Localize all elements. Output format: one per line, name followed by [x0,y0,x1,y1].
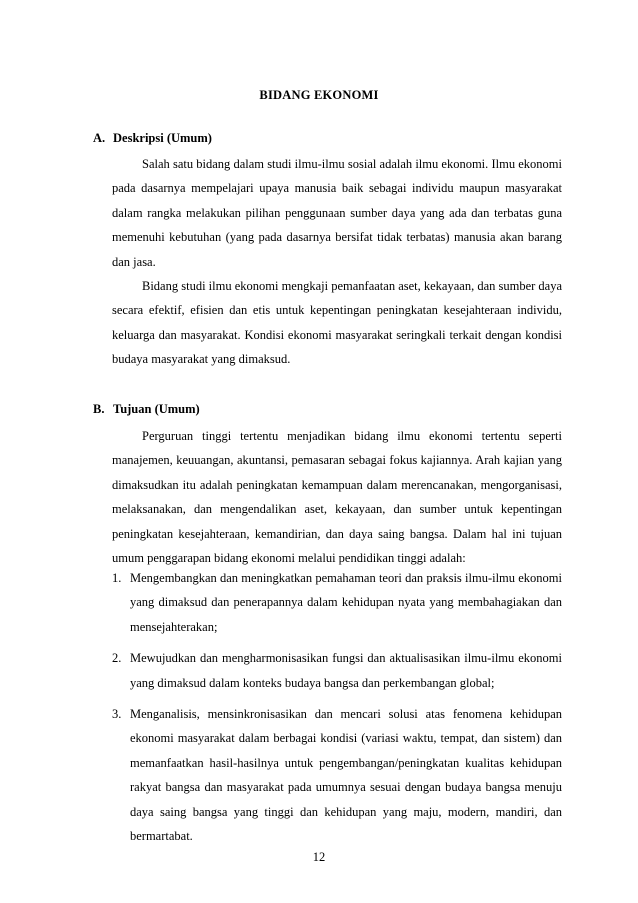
section-a-paragraph-2: Bidang studi ilmu ekonomi mengkaji pemanfaatan aset, kekayaan, dan sumber daya secara efektif, efisien dan etis untuk kepentingan peningkatan kesejahteraan individu, keluarga dan masyarakat. Kondisi ekonomi masyarakat seringkali terkait dengan kondisi budaya masyarakat yang dimaksud. [112,279,563,367]
list-item-number: 2. [112,651,122,666]
list-item [112,702,562,848]
section-a-heading [93,131,212,146]
list-item-text: Menganalisis, mensinkronisasikan dan mencari solusi atas fenomena kehidupan ekonomi masyarakat dalam berbagai kondisi (variasi waktu, tempat, dan sistem) dan memanfaatkan hasil-hasilnya untuk pengembangan/peningkatan kualitas kehidupan rakyat bangsa dan masyarakat pada umumnya sesuai dengan budaya bangsa menuju daya saing bangsa yang tinggi dan kehidupan yang maju, modern, mandiri, dan bermartabat. [130,707,562,844]
list-item-text: Mengembangkan dan meningkatkan pemahaman teori dan praksis ilmu-ilmu ekonomi yang dimaksud dan penerapannya dalam kehidupan nyata yang membahagiakan dan mensejahterakan; [130,571,562,634]
page-title: BIDANG EKONOMI [259,88,379,102]
list-item-number: 1. [112,571,122,585]
page-number: 12 [312,850,326,864]
section-b-heading [93,402,200,417]
list-item [112,646,562,695]
section-b-paragraph-1: Perguruan tinggi tertentu menjadikan bidang ilmu ekonomi tertentu seperti manajemen, keuuangan, akuntansi, pemasaran sebagai fokus kajiannya. Arah kajian yang dimaksudkan itu adalah peningkatan kemampuan dalam merencanakan, mengorganisasi, melaksanakan, dan mengendalikan aset, kekayaan, dan sumber untuk kepentingan peningkatan kesejahteraan, kemandirian, dan daya saing bangsa. Dalam hal ini tujuan umum penggarapan bidang ekonomi melalui pendidikan tinggi adalah: [112,429,562,566]
section-a-title: Deskripsi (Umum) [113,131,212,145]
list-item [112,566,562,639]
section-a-paragraph-1: Salah satu bidang dalam studi ilmu-ilmu sosial adalah ilmu ekonomi. Ilmu ekonomi pada dasarnya mempelajari upaya manusia baik sebagai individu maupun masyarakat dalam rangka melakukan pilihan penggunaan sumber daya yang ada dan terbatas guna memenuhi kebutuhan (yang pada dasarnya bersifat tidak terbatas) manusia akan barang dan jasa. [112,157,562,269]
objectives-list [112,566,562,855]
section-b-label: B. [93,402,105,416]
section-b-title: Tujuan (Umum) [113,402,200,416]
list-item-text: Mewujudkan dan mengharmonisasikan fungsi dan aktualisasikan ilmu-ilmu ekonomi yang dimaksud dalam konteks budaya bangsa dan perkembangan global; [130,651,562,690]
list-item-number: 3. [112,707,122,722]
section-a-label: A. [93,131,106,145]
